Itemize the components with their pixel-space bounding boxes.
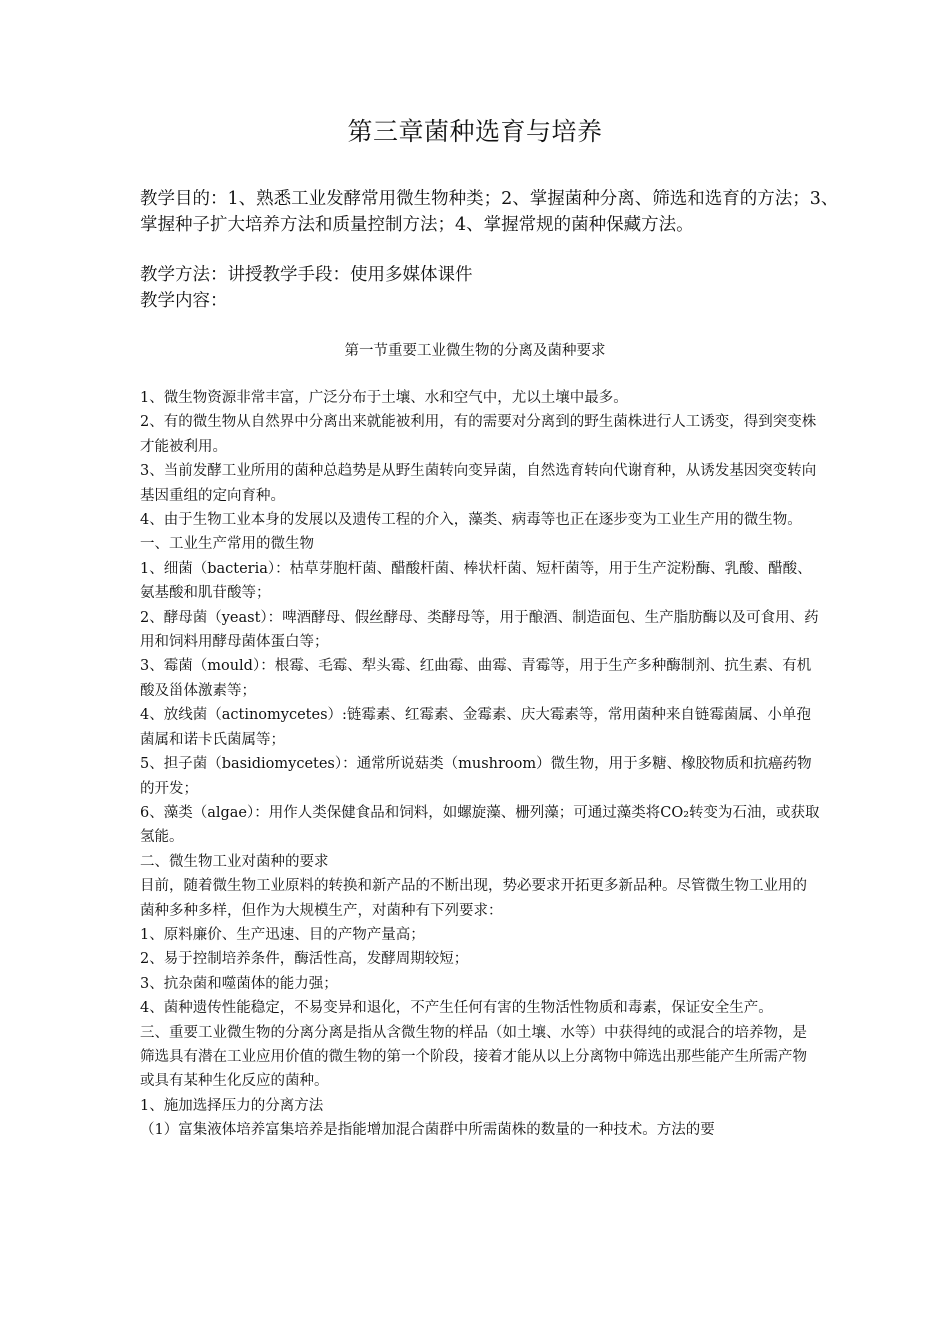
paragraph: 4、菌种遗传性能稳定，不易变异和退化，不产生任何有害的生物活性物质和毒素，保证安全生产。 (140, 1000, 773, 1017)
paragraph: 3、霉菌（mould）：根霉、毛霉、犁头霉、红曲霉、曲霉、青霉等，用于生产多种酶制剂、抗生素、有机酸及甾体激素等； (140, 658, 812, 699)
teaching-method: 教学方法：讲授教学手段：使用多媒体课件 (140, 265, 473, 285)
paragraph: 1、施加选择压力的分离方法 (140, 1097, 324, 1114)
paragraph: 目前，随着微生物工业原料的转换和新产品的不断出现，势必要求开拓更多新品种。尽管微生物工业用的菌种多种多样，但作为大规模生产，对菌种有下列要求： (140, 878, 807, 919)
teaching-contents-label: 教学内容： (140, 291, 228, 311)
chapter-title: 第三章菌种选育与培养 (347, 117, 603, 146)
paragraph: 1、原料廉价、生产迅速、目的产物产量高； (140, 926, 425, 943)
paragraph: 3、当前发酵工业所用的菌种总趋势是从野生菌转向变异菌，自然选育转向代谢育种，从诱发基因突变转向基因重组的定向育种。 (140, 463, 817, 504)
paragraph: 三、重要工业微生物的分离分离是指从含微生物的样品（如土壤、水等）中获得纯的或混合的培养物，是筛选具有潜在工业应用价值的微生物的第一个阶段，接着才能从以上分离物中筛选出那些能产生所需产物或具有某种生化反应的菌种。 (140, 1024, 807, 1090)
paragraph: 1、微生物资源非常丰富，广泛分布于土壤、水和空气中，尤以土壤中最多。 (140, 390, 628, 406)
paragraph: 2、酵母菌（yeast）：啤酒酵母、假丝酵母、类酵母等，用于酿酒、制造面包、生产脂肪酶以及可食用、药用和饲料用酵母菌体蛋白等； (140, 609, 819, 651)
document-body (140, 386, 820, 1143)
paragraph: 2、易于控制培养条件，酶活性高，发酵周期较短； (140, 951, 469, 968)
subheading: 二、微生物工业对菌种的要求 (140, 853, 329, 870)
section-title: 第一节重要工业微生物的分离及菌种要求 (344, 343, 606, 359)
paragraph: （1）富集液体培养富集培养是指能增加混合菌群中所需菌株的数量的一种技术。方法的要 (140, 1122, 715, 1139)
paragraph: 5、担子菌（basidiomycetes）：通常所说菇类（mushroom）微生物，用于多糖、橡胶物质和抗癌药物的开发； (140, 756, 812, 797)
paragraph: 2、有的微生物从自然界中分离出来就能被利用，有的需要对分离到的野生菌株进行人工诱变，得到突变株才能被利用。 (140, 414, 817, 455)
paragraph: 6、藻类（algae）：用作人类保健食品和饲料，如螺旋藻、栅列藻；可通过藻类将CO₂转变为石油，或获取氢能。 (140, 804, 820, 846)
paragraph: 3、抗杂菌和噬菌体的能力强； (140, 975, 338, 992)
paragraph: 4、放线菌（actinomycetes）:链霉素、红霉素、金霉素、庆大霉素等，常用菌种来自链霉菌属、小单孢菌属和诺卡氏菌属等； (140, 707, 811, 748)
paragraph: 1、细菌（bacteria）：枯草芽胞杆菌、醋酸杆菌、棒状杆菌、短杆菌等，用于生产淀粉酶、乳酸、醋酸、氨基酸和肌苷酸等； (140, 560, 812, 602)
paragraph: 4、由于生物工业本身的发展以及遗传工程的介入，藻类、病毒等也正在逐步变为工业生产用的微生物。 (140, 512, 802, 529)
subheading: 一、工业生产常用的微生物 (140, 536, 314, 553)
teaching-objectives: 教学目的：1、熟悉工业发酵常用微生物种类；2、掌握菌种分离、筛选和选育的方法；3、掌握种子扩大培养方法和质量控制方法；4、掌握常规的菌种保藏方法。 (140, 189, 839, 235)
